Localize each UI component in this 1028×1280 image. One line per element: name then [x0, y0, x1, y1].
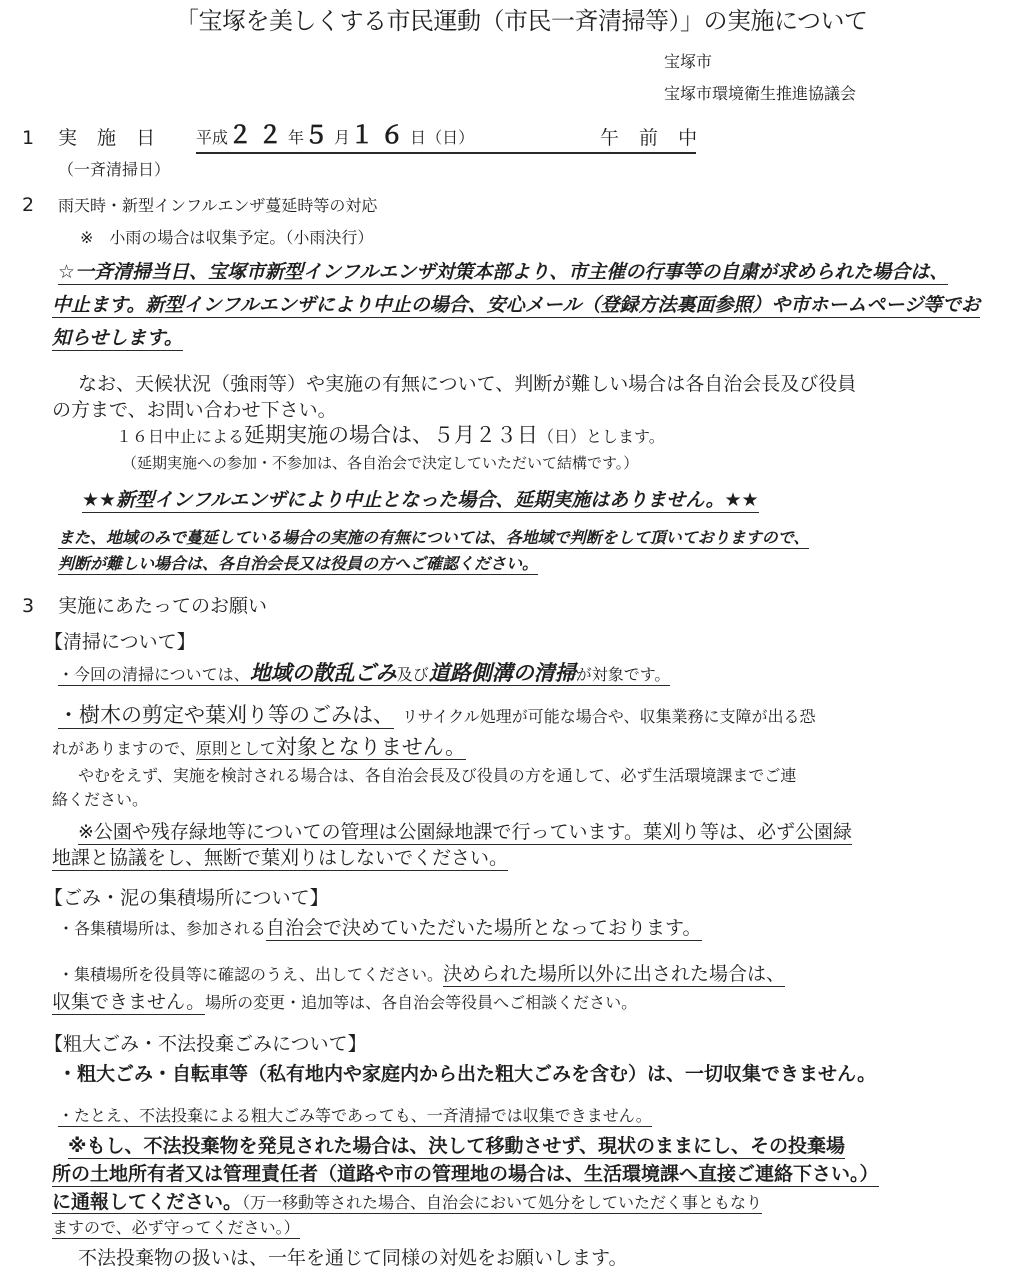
bulky-waste-heading: 【粗大ごみ・不法投棄ごみについて】: [44, 1033, 367, 1055]
issuer-city: 宝塚市: [664, 52, 713, 71]
dumping-report-line-4: ますので、必ず守ってください。）: [52, 1218, 300, 1237]
section-3-title: 実施にあたってのお願い: [58, 595, 268, 617]
influenza-warning-line-1: ☆一斉清掃当日、宝塚市新型インフルエンザ対策本部より、市主催の行事等の自粛が求められた場合は、: [58, 261, 949, 283]
dumping-report-line-3: に通報してください。（万一移動等された場合、自治会において処分をしていただく事ともなり: [52, 1191, 763, 1213]
event-time: 午 前 中: [600, 127, 705, 149]
collection-point-line-3: 収集できません。場所の変更・追加等は、各自治会等役員へご相談ください。: [52, 991, 638, 1013]
no-postponement-notice: ★★新型インフルエンザにより中止となった場合、延期実施はありません。★★: [82, 489, 759, 511]
cleaning-heading: 【清掃について】: [44, 631, 196, 653]
park-note-line-1: ※公園や残存緑地等についての管理は公園緑地課で行っています。葉刈り等は、必ず公園緑: [78, 821, 853, 843]
pruning-line-1: ・樹木の剪定や葉刈り等のごみは、 リサイクル処理が可能な場合や、収集業務に支障が出る恐: [58, 703, 816, 727]
section-1-sub: （一斉清掃日）: [58, 160, 171, 179]
light-rain-note: ※ 小雨の場合は収集予定。（小雨決行）: [80, 228, 374, 247]
section-2-number: 2: [22, 194, 35, 216]
bulky-waste-line-2: ・たとえ、不法投棄による粗大ごみ等であっても、一斉清掃では収集できません。: [58, 1106, 652, 1125]
event-date: 平成２２年５月１６日（日）: [196, 121, 475, 149]
section-2-title: 雨天時・新型インフルエンザ蔓延時等の対応: [58, 196, 378, 215]
bulky-waste-line-1: ・粗大ごみ・自転車等（私有地内や家庭内から出た粗大ごみを含む）は、一切収集できません。: [58, 1063, 877, 1085]
section-1-label: 実 施 日: [58, 127, 163, 149]
inquiry-paragraph-line-1: なお、天候状況（強雨等）や実施の有無について、判断が難しい場合は各自治会長及び役員: [78, 373, 857, 395]
consult-line-1: やむをえず、実施を検討される場合は、各自治会長及び役員の方を通して、必ず生活環境課までご連: [78, 766, 797, 785]
pruning-line-2: れがありますので、原則として対象となりません。: [52, 735, 466, 759]
section-1-number: 1: [22, 127, 35, 149]
park-note-line-2: 地課と協議をし、無断で葉刈りはしないでください。: [52, 847, 509, 869]
local-spread-line-1: また、地域のみで蔓延している場合の実施の有無については、各地域で判断をして頂いておりますので、: [58, 528, 810, 547]
section-3-number: 3: [22, 595, 35, 617]
postponement-note: （延期実施への参加・不参加は、各自治会で決定していただいて結構です。）: [122, 454, 639, 472]
collection-point-line-1: ・各集積場所は、参加される自治会で決めていただいた場所となっております。: [58, 917, 702, 939]
inquiry-paragraph-line-2: の方まで、お問い合わせ下さい。: [52, 399, 337, 421]
dumping-report-line-2: 所の土地所有者又は管理責任者（道路や市の管理地の場合は、生活環境課へ直接ご連絡下さい。）: [52, 1163, 879, 1185]
local-spread-line-2: 判断が難しい場合は、各自治会長又は役員の方へご確認ください。: [58, 554, 539, 573]
year-round-note: 不法投棄物の扱いは、一年を通じて同様の対処をお願いします。: [78, 1247, 628, 1269]
date-underline: [196, 152, 696, 154]
consult-line-2: 絡ください。: [52, 790, 149, 809]
influenza-warning-line-3: 知らせします。: [52, 327, 183, 349]
document-title: 「宝塚を美しくする市民運動（市民一斉清掃等）」の実施について: [175, 7, 868, 35]
cleaning-target-line: ・今回の清掃については、地域の散乱ごみ及び道路側溝の清掃が対象です。: [58, 661, 671, 685]
collection-point-heading: 【ごみ・泥の集積場所について】: [44, 887, 329, 909]
dumping-report-line-1: ※もし、不法投棄物を発見された場合は、決して移動させず、現状のままにし、その投棄場: [68, 1135, 845, 1157]
influenza-warning-line-2: 中止ます。新型インフルエンザにより中止の場合、安心メール（登録方法裏面参照）や市ホームページ等でお: [52, 294, 980, 316]
postponement-line: １６日中止による延期実施の場合は、５月２３日（日）とします。: [116, 423, 665, 447]
collection-point-line-2: ・集積場所を役員等に確認のうえ、出してください。決められた場所以外に出された場合は、: [58, 963, 785, 985]
issuer-council: 宝塚市環境衛生推進協議会: [664, 84, 857, 103]
